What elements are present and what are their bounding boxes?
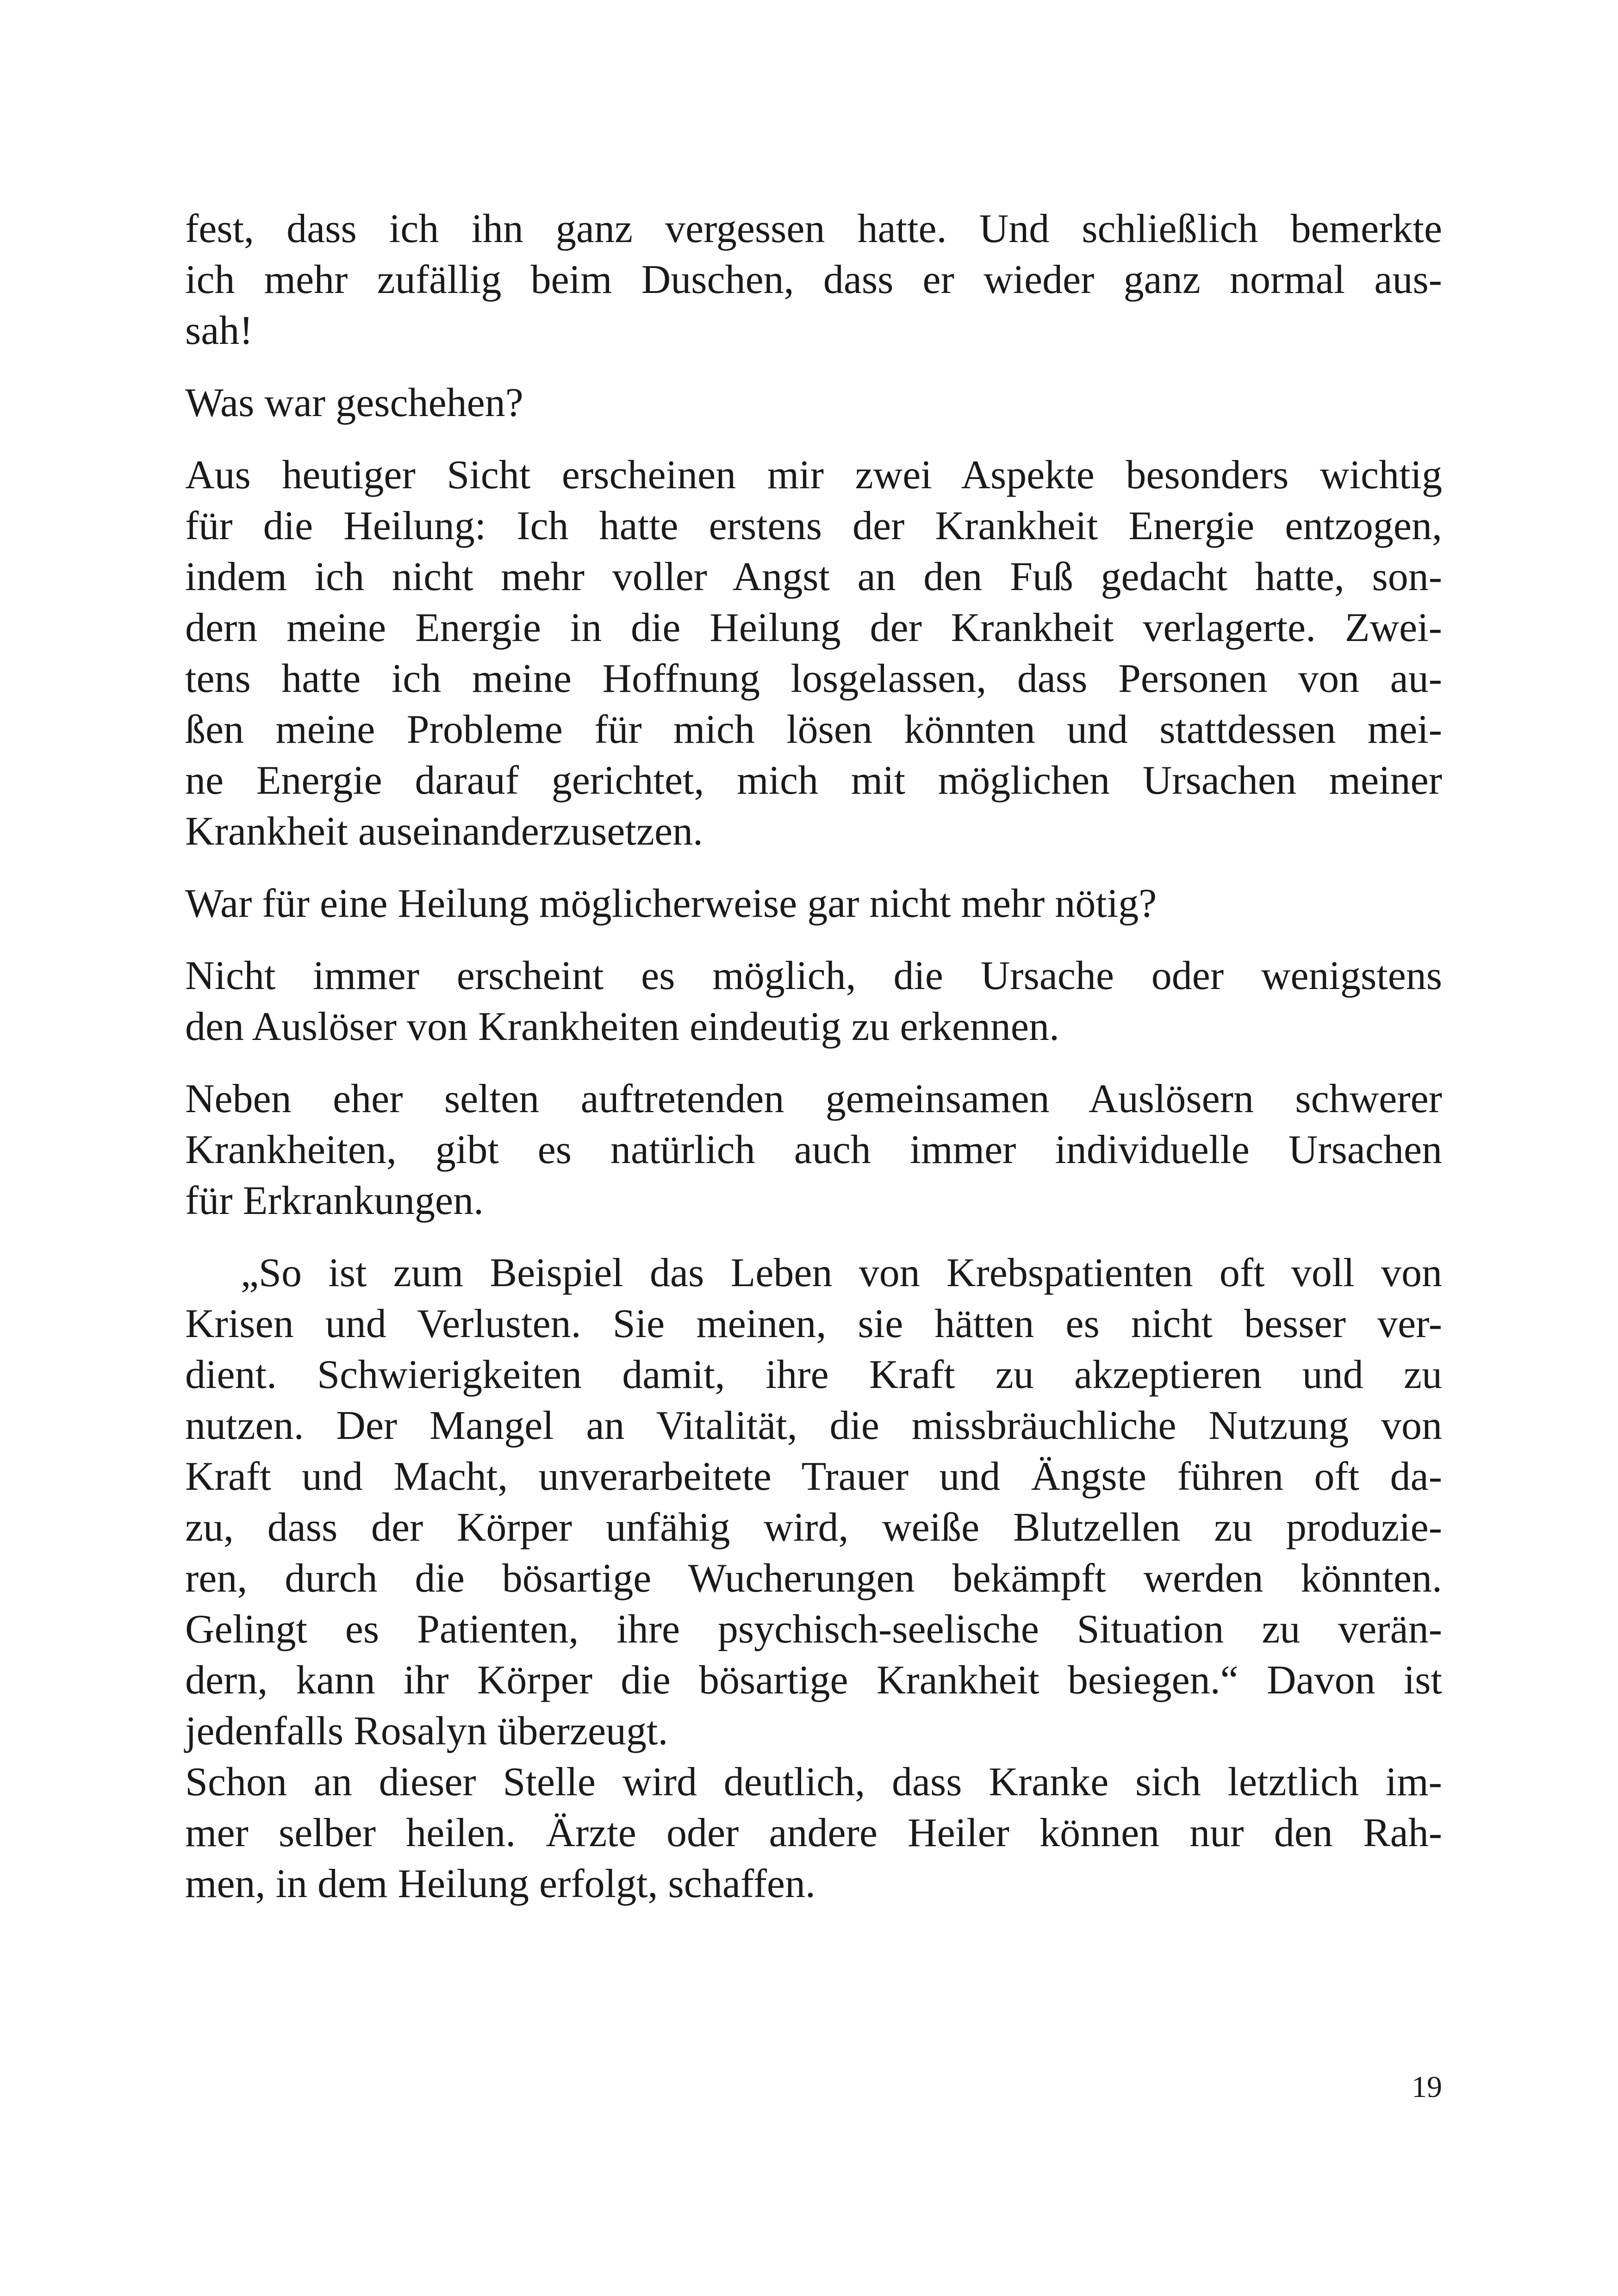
- text-line: men, in dem Heilung erfolgt, schaffen.: [185, 1861, 815, 1906]
- text-line: „So ist zum Beispiel das Leben von Krebspatienten oft voll von: [241, 1251, 1442, 1295]
- text-line: Kraft und Macht, unverarbeitete Trauer und Ängste führen oft da-: [185, 1454, 1442, 1499]
- text-line: jedenfalls Rosalyn überzeugt.: [185, 1709, 668, 1754]
- text-line: nutzen. Der Mangel an Vitalität, die missbräuchliche Nutzung von: [185, 1403, 1442, 1448]
- text-line: ren, durch die bösartige Wucherungen bekämpft werden könnten.: [185, 1556, 1442, 1601]
- text-line: ne Energie darauf gerichtet, mich mit möglichen Ursachen meiner: [185, 758, 1442, 803]
- text-line: zu, dass der Körper unfähig wird, weiße Blutzellen zu produzie-: [185, 1505, 1442, 1550]
- text-line: Was war geschehen?: [185, 380, 523, 425]
- page-body: [185, 204, 1442, 1910]
- text-line: Schon an dieser Stelle wird deutlich, dass Kranke sich letztlich im-: [185, 1760, 1442, 1804]
- text-line: Nicht immer erscheint es möglich, die Ursache oder wenigstens: [185, 953, 1442, 998]
- paragraph: [185, 450, 1442, 857]
- paragraph: [185, 878, 1442, 929]
- paragraph-gap: [185, 857, 1442, 878]
- quote-paragraph: [185, 1248, 1442, 1910]
- paragraph-gap: [185, 429, 1442, 450]
- page-number: 19: [1412, 2070, 1442, 2104]
- text-line: War für eine Heilung möglicherweise gar nicht mehr nötig?: [185, 881, 1157, 926]
- text-line: den Auslöser von Krankheiten eindeutig zu erkennen.: [185, 1004, 1059, 1049]
- text-line: Krankheiten, gibt es natürlich auch immer individuelle Ursachen: [185, 1127, 1442, 1172]
- paragraph-gap: [185, 1226, 1442, 1248]
- text-line: Gelingt es Patienten, ihre psychisch-seelische Situation zu verän-: [185, 1607, 1442, 1652]
- paragraph: [185, 378, 1442, 429]
- text-line: dern, kann ihr Körper die bösartige Krankheit besiegen.“ Davon ist: [185, 1658, 1442, 1703]
- text-line: fest, dass ich ihn ganz vergessen hatte. Und schließlich bemerkte: [185, 206, 1442, 251]
- text-line: dient. Schwierigkeiten damit, ihre Kraft zu akzeptieren und zu: [185, 1352, 1442, 1397]
- paragraph-gap: [185, 356, 1442, 378]
- text-line: indem ich nicht mehr voller Angst an den Fuß gedacht hatte, son-: [185, 554, 1442, 599]
- text-line: mer selber heilen. Ärzte oder andere Heiler können nur den Rah-: [185, 1811, 1442, 1855]
- text-line: dern meine Energie in die Heilung der Krankheit verlagerte. Zwei-: [185, 605, 1442, 650]
- text-line: ich mehr zufällig beim Duschen, dass er wieder ganz normal aus-: [185, 257, 1442, 302]
- text-line: Aus heutiger Sicht erscheinen mir zwei Aspekte besonders wichtig: [185, 453, 1442, 498]
- text-line: für die Heilung: Ich hatte erstens der Krankheit Energie entzogen,: [185, 504, 1442, 548]
- text-line: tens hatte ich meine Hoffnung losgelassen, dass Personen von au-: [185, 656, 1442, 701]
- paragraph: [185, 951, 1442, 1052]
- text-line: Krankheit auseinanderzusetzen.: [185, 809, 703, 854]
- text-line: Krisen und Verlusten. Sie meinen, sie hätten es nicht besser ver-: [185, 1301, 1442, 1346]
- text-line: ßen meine Probleme für mich lösen könnten und stattdessen mei-: [185, 707, 1442, 752]
- text-line: Neben eher selten auftretenden gemeinsamen Auslösern schwerer: [185, 1076, 1442, 1121]
- paragraph-gap: [185, 929, 1442, 951]
- paragraph: [185, 204, 1442, 356]
- text-line: für Erkrankungen.: [185, 1178, 484, 1223]
- paragraph-gap: [185, 1052, 1442, 1074]
- paragraph: [185, 1074, 1442, 1226]
- text-line: sah!: [185, 308, 253, 353]
